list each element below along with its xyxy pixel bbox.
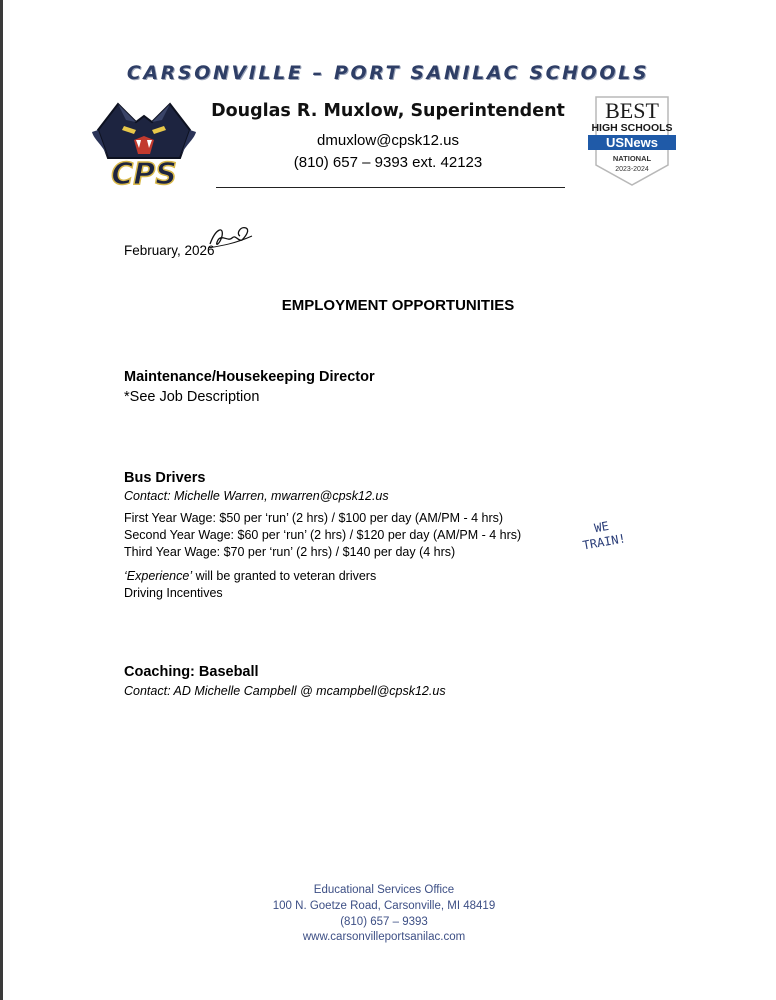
bus-incentives: Driving Incentives (124, 586, 223, 600)
bus-wage-first-year: First Year Wage: $50 per ‘run’ (2 hrs) / $100 per day (AM/PM - 4 hrs) (124, 511, 504, 525)
maintenance-title: Maintenance/Housekeeping Director (124, 369, 375, 385)
bus-wage-second-year: Second Year Wage: $60 per ‘run’ (2 hrs) / $120 per day (AM/PM - 4 hrs) (124, 528, 522, 542)
footer-address: 100 N. Goetze Road, Carsonville, MI 48419 (272, 900, 496, 912)
us-news-badge (584, 95, 680, 187)
logo-text: CPS (111, 157, 177, 192)
experience-word: ‘Experience’ (124, 569, 193, 583)
badge-year: 2023-2024 (615, 166, 649, 173)
badge-high-schools: HIGH SCHOOLS (591, 122, 673, 134)
bus-experience-note (124, 569, 376, 583)
badge-national: NATIONAL (612, 154, 652, 163)
bus-wage-third-year: Third Year Wage: $70 per ‘run’ (2 hrs) / $140 per day (4 hrs) (124, 545, 456, 559)
coaching-contact: Contact: AD Michelle Campbell @ mcampbell@cpsk12.us (124, 684, 446, 698)
page-left-border (0, 0, 3, 1000)
footer-office: Educational Services Office (313, 884, 455, 896)
footer-website[interactable]: www.carsonvilleportsanilac.com (302, 931, 466, 943)
coaching-title: Coaching: Baseball (124, 664, 259, 680)
experience-rest: will be granted to veteran drivers (192, 569, 377, 583)
document-title: EMPLOYMENT OPPORTUNITIES (281, 297, 515, 314)
superintendent-phone: (810) 657 – 9393 ext. 42123 (293, 154, 483, 171)
bus-drivers-title: Bus Drivers (124, 470, 206, 486)
bus-drivers-contact: Contact: Michelle Warren, mwarren@cpsk12.us (124, 489, 389, 503)
superintendent-name: Douglas R. Muxlow, Superintendent (211, 101, 565, 121)
footer-phone: (810) 657 – 9393 (340, 916, 428, 928)
header-divider (216, 187, 565, 188)
superintendent-email: dmuxlow@cpsk12.us (317, 132, 459, 149)
school-name: CARSONVILLE – PORT SANILAC SCHOOLS (126, 62, 650, 84)
badge-usnews: USNews (605, 135, 659, 150)
we-train-line-2: TRAIN! (581, 531, 627, 553)
maintenance-note: *See Job Description (124, 389, 260, 405)
badge-best: BEST (605, 98, 659, 123)
letter-date: February, 2026 (124, 243, 215, 258)
we-train-line-1: WE (593, 518, 610, 536)
we-train-handwriting (566, 514, 640, 556)
